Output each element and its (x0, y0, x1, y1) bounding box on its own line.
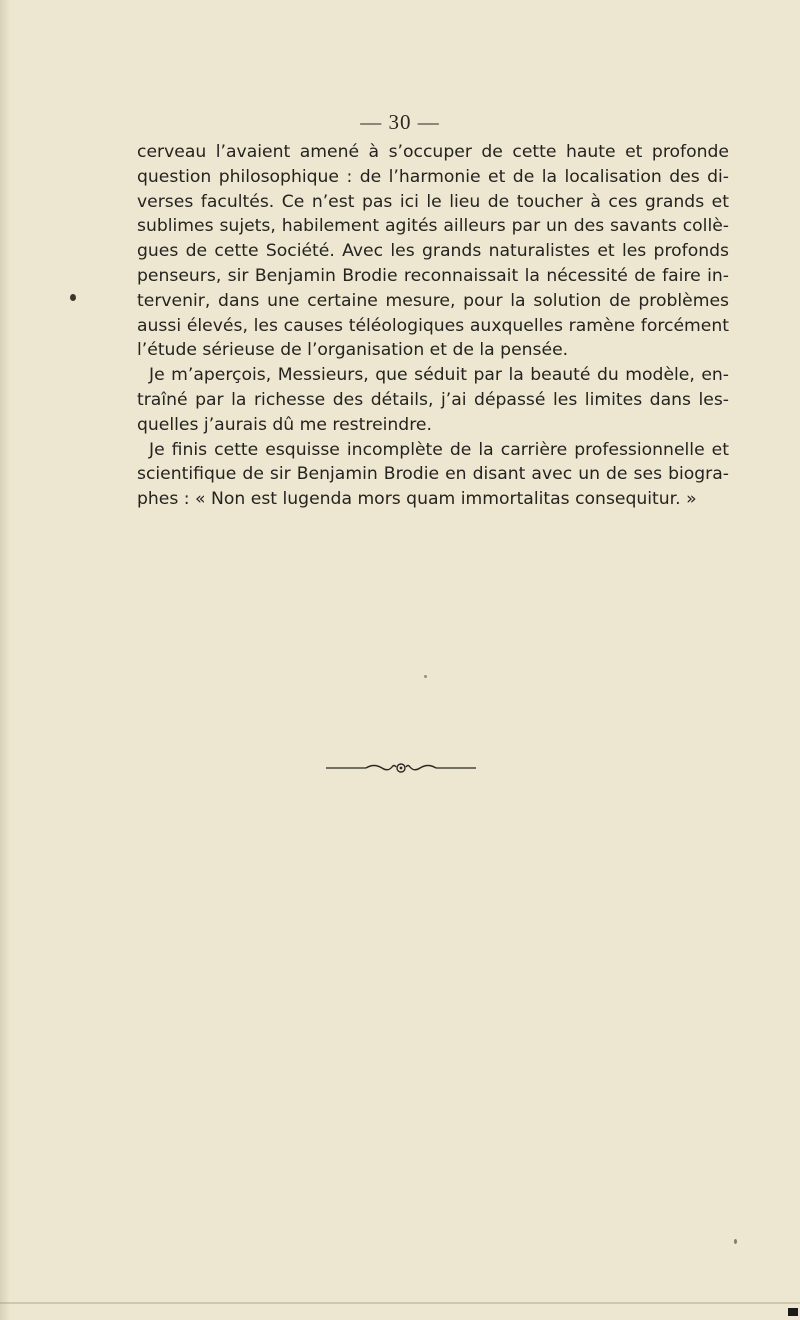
corner-mark (788, 1308, 798, 1316)
paragraph-2: Je m’aperçois, Messieurs, que séduit par la beauté du modèle, en- traîné par la richesse des détails, j’ai dépassé les limites dans les- quelles j’aurais dû me restreindre. (137, 365, 729, 435)
body-text (137, 140, 729, 512)
page-number-header: — 30 — (360, 110, 440, 134)
page-edge-shadow (0, 0, 10, 1320)
page-bottom-line (0, 1302, 800, 1304)
paper-speck (70, 294, 76, 301)
paper-speck (734, 1239, 737, 1244)
decorative-rule-icon (326, 758, 476, 778)
paper-speck (424, 675, 427, 678)
paragraph-1: cerveau l’avaient amené à s’occuper de cette haute et profonde question philosophique : de l’harmonie et de la localisation des di- verses facultés. Ce n’est pas ici le lieu de toucher à ces grands et sublimes sujets, habilement agités ailleurs par un des savants collè- gues de cette Société. Avec les grands naturalistes et les profonds penseurs, sir Benjamin Brodie reconnaissait la nécessité de faire in- tervenir, dans une certaine mesure, pour la solution de problèmes aussi élevés, les causes téléologiques auxquelles ramène forcément l’étude sérieuse de l’organisation et de la pensée. (137, 142, 729, 361)
paragraph-3: Je finis cette esquisse incomplète de la carrière professionnelle et scientifique de sir Benjamin Brodie en disant avec un de ses biogra- phes : « Non est lugenda mors quam immortalitas consequitur. » (137, 439, 729, 510)
